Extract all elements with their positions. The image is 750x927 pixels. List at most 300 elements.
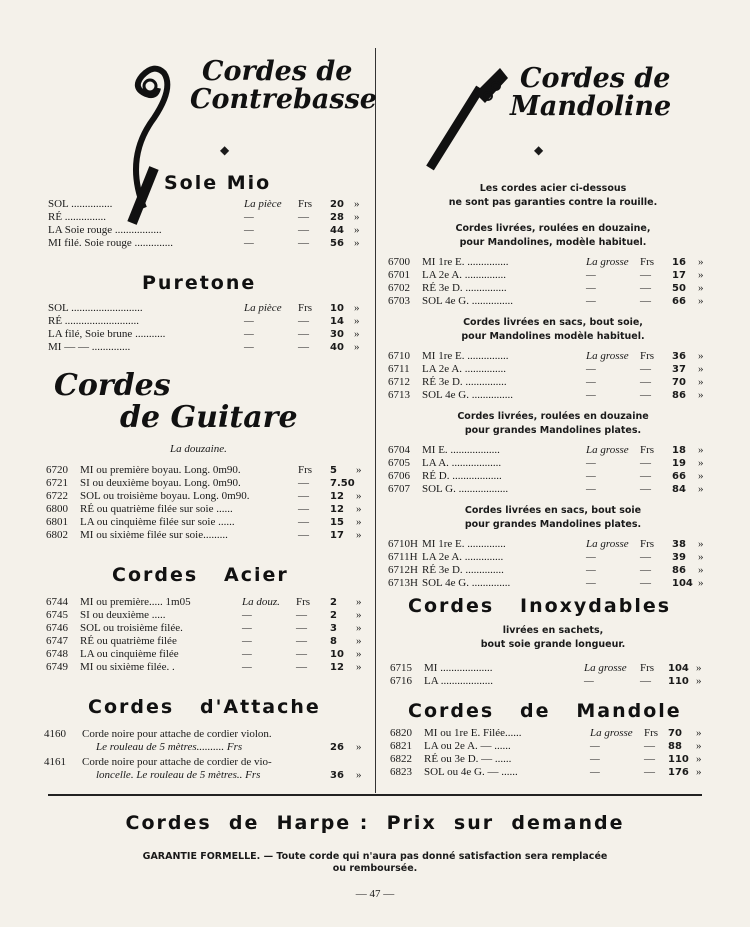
list-item [46, 596, 368, 609]
price-suffix: » [698, 269, 704, 281]
price-suffix: » [696, 675, 702, 687]
string-label: MI — — .............. [48, 341, 131, 353]
string-label: SOL 4e G. .............. [422, 577, 511, 589]
inox-heading: Cordes Inoxydables [408, 595, 672, 617]
group-price-list [388, 538, 718, 590]
reference-number: 6820 [390, 727, 412, 739]
reference-number: 6710 [388, 350, 410, 362]
list-item [46, 529, 368, 542]
price-suffix: » [356, 464, 362, 476]
group-heading: Cordes livrées, roulées en douzaine [457, 411, 649, 422]
page-number: — 47 — [355, 888, 395, 900]
price-value: 12 [330, 504, 344, 515]
currency-label: — [644, 766, 655, 778]
rust-notice-2: ne sont pas garanties contre la rouille. [448, 197, 658, 208]
currency-label: — [298, 516, 309, 528]
string-label: SOL 4e G. ............... [422, 295, 513, 307]
solemio-heading: Sole Mio [164, 172, 272, 194]
string-label: MI ou sixième filée sur soie......... [80, 529, 228, 541]
currency-label: — [298, 503, 309, 515]
price-suffix: » [354, 315, 360, 327]
currency-label: Frs [298, 198, 313, 210]
price-suffix: » [356, 769, 362, 781]
string-label: LA Soie rouge ................. [48, 224, 162, 236]
currency-label: — [298, 315, 309, 327]
inox-price-list [390, 662, 716, 688]
currency-label: — [640, 282, 651, 294]
group-heading: pour Mandolines, modèle habituel. [459, 237, 647, 248]
mandoline-group [388, 410, 718, 496]
reference-number: 6700 [388, 256, 410, 268]
price-value: 16 [672, 257, 686, 268]
price-value: 50 [672, 283, 686, 294]
unit-label: — [242, 635, 252, 647]
price-value: 5 [330, 465, 337, 476]
price-suffix: » [356, 609, 362, 621]
currency-label: — [640, 577, 651, 589]
ornament-icon: ◆ [534, 143, 544, 157]
group-price-list [388, 256, 718, 308]
price-suffix: » [356, 648, 362, 660]
currency-label: Frs [640, 444, 655, 456]
price-suffix: » [696, 766, 702, 778]
group-price-list [388, 350, 718, 402]
price-value: 15 [330, 517, 344, 528]
reference-number: 6746 [46, 622, 68, 634]
price-value: 88 [668, 741, 682, 752]
reference-number: 6720 [46, 464, 68, 476]
price-suffix: » [698, 376, 704, 388]
list-item [388, 295, 718, 308]
currency-label: — [640, 457, 651, 469]
reference-number: 6821 [390, 740, 412, 752]
price-suffix: » [698, 564, 704, 576]
unit-label: — [586, 564, 596, 576]
unit-label: — [586, 295, 596, 307]
unit-label: La grosse [586, 444, 629, 456]
list-item [46, 490, 368, 503]
price-value: 2 [330, 610, 337, 621]
list-item [390, 753, 716, 766]
price-suffix: » [696, 727, 702, 739]
list-item [390, 662, 716, 675]
currency-label: — [296, 648, 307, 660]
currency-label: — [298, 341, 309, 353]
list-item [48, 224, 368, 237]
price-suffix: » [698, 389, 704, 401]
group-heading: pour Mandolines modèle habituel. [461, 331, 645, 342]
list-item [388, 470, 718, 483]
unit-label: — [586, 551, 596, 563]
reference-number: 6702 [388, 282, 410, 294]
solemio-price-list [48, 198, 368, 250]
list-item [388, 444, 718, 457]
price-value: 37 [672, 364, 686, 375]
acier-price-list [46, 596, 368, 674]
unit-label: — [590, 753, 600, 765]
price-suffix: » [354, 224, 360, 236]
price-suffix: » [696, 753, 702, 765]
string-label: LA ou cinquième filée sur soie ...... [80, 516, 235, 528]
string-label: MI filé. Soie rouge .............. [48, 237, 173, 249]
price-value: 110 [668, 676, 689, 687]
price-suffix: » [356, 490, 362, 502]
price-value: 10 [330, 649, 344, 660]
price-suffix: » [356, 635, 362, 647]
reference-number: 6703 [388, 295, 410, 307]
puretone-price-list [48, 302, 368, 354]
list-item [46, 635, 368, 648]
reference-number: 6704 [388, 444, 410, 456]
group-heading: Cordes livrées en sacs, bout soie, [463, 317, 643, 328]
list-item [44, 728, 370, 754]
string-label: MI E. .................. [422, 444, 500, 456]
reference-number: 6701 [388, 269, 410, 281]
attache-price-list [44, 728, 370, 784]
list-item [48, 328, 368, 341]
puretone-heading: Puretone [142, 272, 257, 294]
currency-label: Frs [640, 350, 655, 362]
reference-number: 6722 [46, 490, 68, 502]
list-item [46, 661, 368, 674]
price-value: 26 [330, 742, 344, 753]
price-suffix: » [698, 470, 704, 482]
string-label: MI ou première..... 1m05 [80, 596, 191, 608]
currency-label: — [640, 295, 651, 307]
currency-label: — [640, 470, 651, 482]
price-value: 56 [330, 238, 344, 249]
price-suffix: » [354, 302, 360, 314]
item-description: Corde noire pour attache de cordier de vio- [82, 756, 272, 768]
currency-label: — [298, 529, 309, 541]
currency-label: — [296, 661, 307, 673]
unit-label: La grosse [586, 350, 629, 362]
string-label: LA 2e A. ............... [422, 269, 507, 281]
price-suffix: » [696, 740, 702, 752]
list-item [48, 237, 368, 250]
string-label: MI 1re E. ............... [422, 350, 509, 362]
unit-label: — [242, 661, 252, 673]
mandoline-title-2: Mandoline [510, 91, 672, 122]
string-label: SOL 4e G. ............... [422, 389, 513, 401]
price-value: 2 [330, 597, 337, 608]
currency-label: — [640, 363, 651, 375]
unit-label: — [590, 740, 600, 752]
unit-label: — [242, 648, 252, 660]
list-item [48, 211, 368, 224]
price-suffix: » [698, 457, 704, 469]
string-label: SI ou deuxième ..... [80, 609, 166, 621]
string-label: RÉ ou quatrième filée sur soie ...... [80, 503, 233, 515]
price-suffix: » [698, 350, 704, 362]
reference-number: 6800 [46, 503, 68, 515]
currency-label: — [298, 328, 309, 340]
group-price-list [388, 444, 718, 496]
string-label: MI ou 1re E. Filée...... [424, 727, 522, 739]
price-value: 36 [330, 770, 344, 781]
list-item [388, 269, 718, 282]
price-value: 19 [672, 458, 686, 469]
price-value: 176 [668, 767, 689, 778]
list-item [388, 483, 718, 496]
reference-number: 6710H [388, 538, 418, 550]
string-label: SOL G. .................. [422, 483, 509, 495]
reference-number: 6744 [46, 596, 68, 608]
currency-label: — [640, 376, 651, 388]
price-value: 7.50 [330, 478, 355, 489]
unit-label: La grosse [590, 727, 633, 739]
unit-label: La grosse [586, 256, 629, 268]
unit-label: — [586, 470, 596, 482]
list-item [390, 727, 716, 740]
list-item [48, 198, 368, 211]
currency-label: — [298, 490, 309, 502]
mandoline-head-icon [420, 58, 510, 173]
string-label: MI ou sixième filée. . [80, 661, 175, 673]
price-suffix: » [696, 662, 702, 674]
price-suffix: » [354, 211, 360, 223]
list-item [388, 564, 718, 577]
price-value: 12 [330, 491, 344, 502]
list-item [388, 282, 718, 295]
string-label: SI ou deuxième boyau. Long. 0m90. [80, 477, 241, 489]
string-label: RÉ ou 3e D. — ...... [424, 753, 512, 765]
reference-number: 6705 [388, 457, 410, 469]
group-heading: Cordes livrées, roulées en douzaine, [455, 223, 651, 234]
string-label: LA filé, Soie brune ........... [48, 328, 166, 340]
string-label: MI ................... [424, 662, 493, 674]
price-value: 104 [672, 578, 693, 589]
unit-label: — [586, 483, 596, 495]
inox-sub-2: bout soie grande longueur. [480, 639, 626, 650]
price-value: 8 [330, 636, 337, 647]
mandoline-title-1: Cordes de [520, 63, 671, 94]
list-item [46, 464, 368, 477]
price-value: 12 [330, 662, 344, 673]
list-item [46, 622, 368, 635]
price-value: 10 [330, 303, 344, 314]
list-item [48, 315, 368, 328]
mandole-price-list [390, 727, 716, 779]
column-divider [375, 48, 376, 793]
price-suffix: » [354, 341, 360, 353]
price-value: 20 [330, 199, 344, 210]
price-suffix: » [698, 256, 704, 268]
reference-number: 6715 [390, 662, 412, 674]
currency-label: Frs [640, 662, 655, 674]
reference-number: 6748 [46, 648, 68, 660]
price-suffix: » [356, 741, 362, 753]
string-label: RÉ ou quatrième filée [80, 635, 177, 647]
guarantee-line-1: GARANTIE FORMELLE. — Toute corde qui n'aura pas donné satisfaction sera remplacée [142, 851, 608, 862]
reference-number: 6747 [46, 635, 68, 647]
price-value: 39 [672, 552, 686, 563]
price-suffix: » [354, 198, 360, 210]
list-item [46, 609, 368, 622]
list-item [388, 551, 718, 564]
currency-label: Frs [644, 727, 659, 739]
list-item [388, 376, 718, 389]
list-item [388, 538, 718, 551]
reference-number: 6745 [46, 609, 68, 621]
unit-label: — [586, 376, 596, 388]
string-label: LA ou 2e A. — ...... [424, 740, 511, 752]
price-value: 30 [330, 329, 344, 340]
price-suffix: » [698, 551, 704, 563]
mandoline-group [388, 222, 718, 308]
item-description: Corde noire pour attache de cordier violon. [82, 728, 272, 740]
unit-label: — [590, 766, 600, 778]
currency-label: Frs [640, 538, 655, 550]
string-label: SOL .......................... [48, 302, 143, 314]
list-item [388, 256, 718, 269]
list-item [46, 516, 368, 529]
string-label: LA A. .................. [422, 457, 502, 469]
unit-label: — [242, 609, 252, 621]
inox-sub-1: livrées en sachets, [502, 625, 604, 636]
price-suffix: » [698, 577, 704, 589]
price-suffix: » [698, 295, 704, 307]
string-label: LA ou cinquième filée [80, 648, 179, 660]
unit-label: — [244, 211, 254, 223]
unit-label: — [584, 675, 594, 687]
group-heading: pour grandes Mandolines plates. [464, 519, 642, 530]
currency-label: Frs [298, 302, 313, 314]
unit-label: — [586, 389, 596, 401]
string-label: SOL ............... [48, 198, 113, 210]
unit-label: La douz. [242, 596, 280, 608]
reference-number: 6711 [388, 363, 410, 375]
string-label: RÉ ............... [48, 211, 107, 223]
item-detail: Le rouleau de 5 mètres.......... Frs [96, 741, 243, 753]
reference-number: 4161 [44, 756, 66, 768]
currency-label: — [298, 477, 309, 489]
string-label: LA ................... [424, 675, 494, 687]
price-value: 70 [672, 377, 686, 388]
list-item [46, 648, 368, 661]
currency-label: Frs [296, 596, 311, 608]
price-suffix: » [356, 503, 362, 515]
price-suffix: » [356, 661, 362, 673]
attache-heading: Cordes d'Attache [88, 696, 321, 718]
price-value: 70 [668, 728, 682, 739]
currency-label: — [296, 635, 307, 647]
contrebasse-title-2: Contrebasse [190, 84, 377, 115]
string-label: SOL ou 4e G. — ...... [424, 766, 518, 778]
currency-label: — [640, 483, 651, 495]
price-value: 66 [672, 471, 686, 482]
unit-label: — [586, 269, 596, 281]
reference-number: 6713H [388, 577, 418, 589]
unit-label: La pièce [244, 198, 282, 210]
list-item [46, 477, 368, 490]
reference-number: 6712H [388, 564, 418, 576]
price-value: 38 [672, 539, 686, 550]
reference-number: 6712 [388, 376, 410, 388]
unit-label: — [244, 224, 254, 236]
string-label: RÉ D. .................. [422, 470, 502, 482]
price-suffix: » [698, 363, 704, 375]
price-value: 28 [330, 212, 344, 223]
reference-number: 6802 [46, 529, 68, 541]
price-suffix: » [356, 516, 362, 528]
guitare-title-2: de Guitare [120, 400, 298, 435]
price-value: 86 [672, 565, 686, 576]
price-value: 18 [672, 445, 686, 456]
guitare-subtitle: La douzaine. [170, 443, 227, 455]
list-item [388, 577, 718, 590]
unit-label: — [586, 363, 596, 375]
string-label: RÉ 3e D. ............... [422, 376, 507, 388]
unit-label: — [242, 622, 252, 634]
bottom-rule [48, 794, 702, 796]
currency-label: — [640, 551, 651, 563]
reference-number: 6716 [390, 675, 412, 687]
unit-label: — [586, 282, 596, 294]
price-suffix: » [356, 529, 362, 541]
reference-number: 6721 [46, 477, 68, 489]
currency-label: — [644, 753, 655, 765]
price-value: 84 [672, 484, 686, 495]
reference-number: 4160 [44, 728, 66, 740]
list-item [46, 503, 368, 516]
string-label: RÉ 3e D. .............. [422, 564, 504, 576]
currency-label: — [640, 269, 651, 281]
currency-label: — [298, 224, 309, 236]
reference-number: 6707 [388, 483, 410, 495]
price-value: 86 [672, 390, 686, 401]
unit-label: — [586, 457, 596, 469]
price-value: 17 [330, 530, 344, 541]
list-item [388, 350, 718, 363]
item-detail: loncelle. Le rouleau de 5 mètres.. Frs [96, 769, 261, 781]
group-heading: Cordes livrées en sacs, bout soie [464, 505, 642, 516]
unit-label: La grosse [586, 538, 629, 550]
currency-label: — [640, 564, 651, 576]
reference-number: 6711H [388, 551, 418, 563]
price-value: 14 [330, 316, 344, 327]
unit-label: — [244, 237, 254, 249]
string-label: MI 1re E. .............. [422, 538, 506, 550]
guitare-price-list [46, 464, 368, 542]
reference-number: 6706 [388, 470, 410, 482]
currency-label: — [298, 237, 309, 249]
currency-label: — [644, 740, 655, 752]
list-item [390, 675, 716, 688]
string-label: SOL ou troisième filée. [80, 622, 183, 634]
string-label: RÉ ........................... [48, 315, 140, 327]
currency-label: Frs [640, 256, 655, 268]
currency-label: — [296, 609, 307, 621]
string-label: MI 1re E. ............... [422, 256, 509, 268]
unit-label: — [586, 577, 596, 589]
price-value: 36 [672, 351, 686, 362]
price-suffix: » [698, 444, 704, 456]
string-label: MI ou première boyau. Long. 0m90. [80, 464, 241, 476]
reference-number: 6801 [46, 516, 68, 528]
list-item [388, 389, 718, 402]
unit-label: La grosse [584, 662, 627, 674]
guarantee-line-2: ou remboursée. [332, 863, 418, 874]
price-suffix: » [356, 622, 362, 634]
price-suffix: » [354, 237, 360, 249]
unit-label: — [244, 315, 254, 327]
currency-label: — [296, 622, 307, 634]
contrebasse-title-1: Cordes de [202, 56, 353, 87]
list-item [48, 341, 368, 354]
currency-label: Frs [298, 464, 313, 476]
price-value: 44 [330, 225, 344, 236]
